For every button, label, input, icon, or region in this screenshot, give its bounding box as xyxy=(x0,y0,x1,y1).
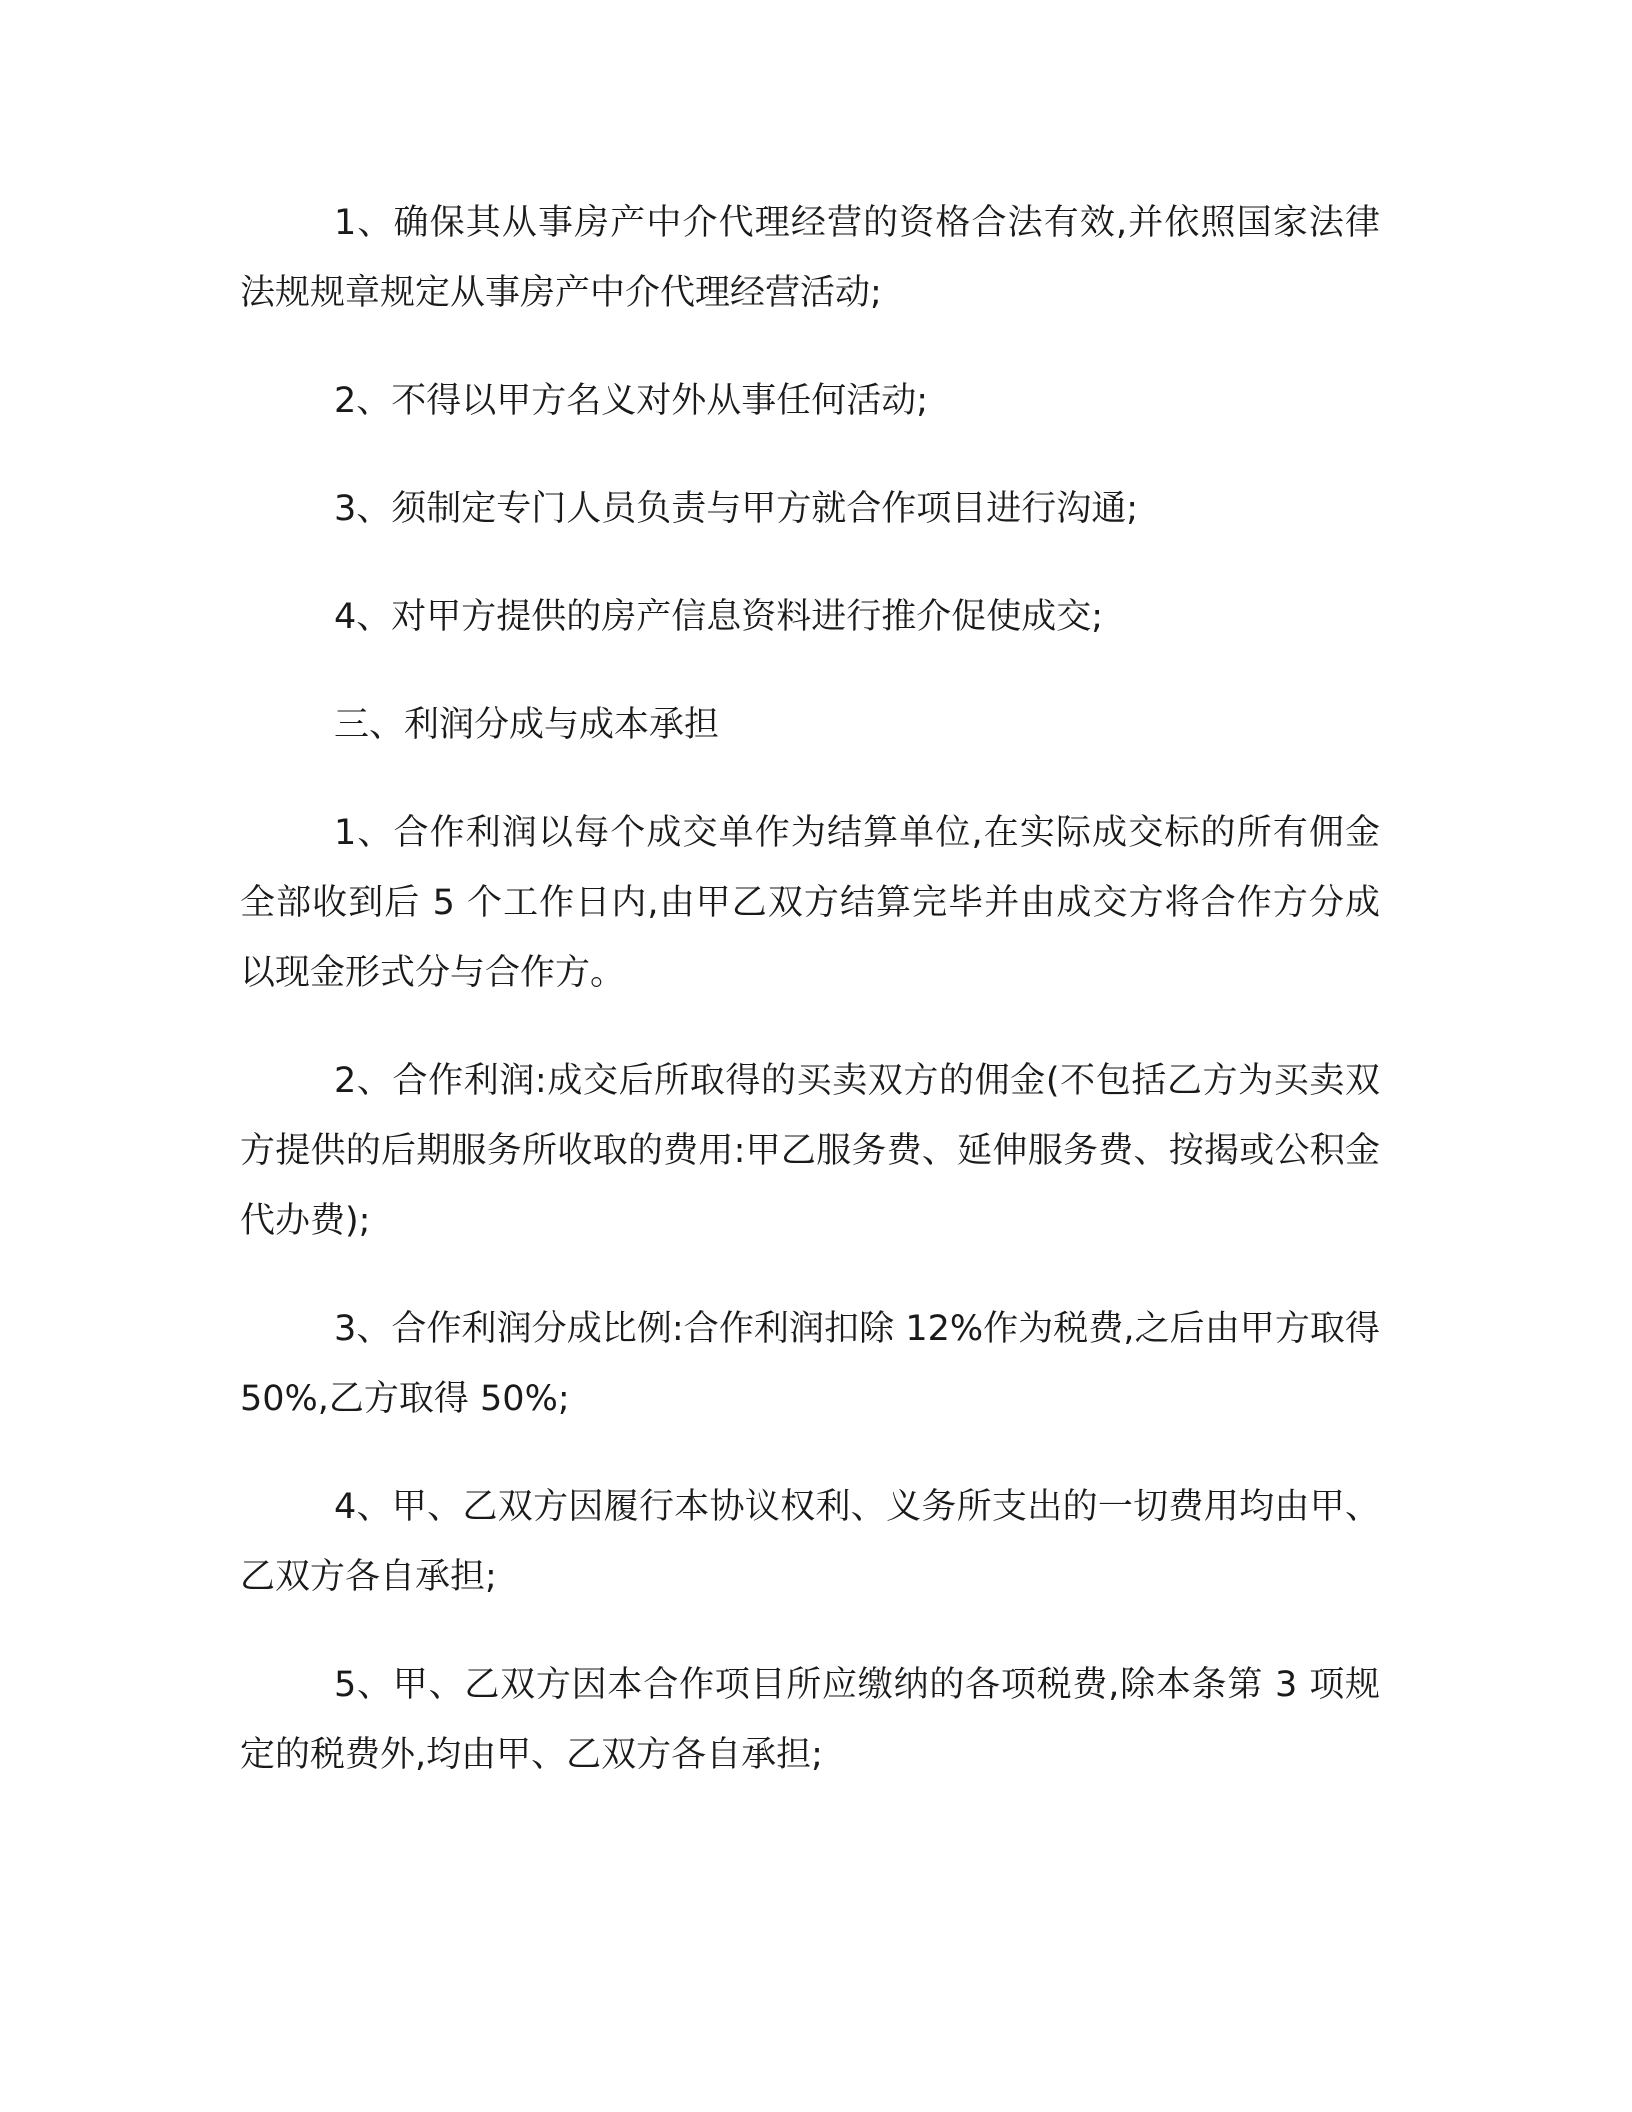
paragraph-obligation-3: 3、须制定专门人员负责与甲方就合作项目进行沟通; xyxy=(334,489,1139,529)
paragraph-profit-1: 1、合作利润以每个成交单作为结算单位,在实际成交标的所有佣金全部收到后 5 个工作日内,由甲乙双方结算完毕并由成交方将合作方分成以现金形式分与合作方。 xyxy=(240,813,1380,993)
paragraph-profit-3: 3、合作利润分成比例:合作利润扣除 12%作为税费,之后由甲方取得 50%,乙方取得 50%; xyxy=(240,1309,1380,1419)
document-body xyxy=(240,188,1380,1790)
paragraph-profit-2: 2、合作利润:成交后所取得的买卖双方的佣金(不包括乙方为买卖双方提供的后期服务所收取的费用:甲乙服务费、延伸服务费、按揭或公积金代办费); xyxy=(240,1061,1380,1241)
paragraph-profit-4: 4、甲、乙双方因履行本协议权利、义务所支出的一切费用均由甲、乙双方各自承担; xyxy=(240,1487,1380,1597)
paragraph-obligation-2: 2、不得以甲方名义对外从事任何活动; xyxy=(334,381,929,421)
paragraph-obligation-1: 1、确保其从事房产中介代理经营的资格合法有效,并依照国家法律法规规章规定从事房产中介代理经营活动; xyxy=(240,203,1380,313)
section-heading-profit-sharing: 三、利润分成与成本承担 xyxy=(334,705,720,745)
paragraph-profit-5: 5、甲、乙双方因本合作项目所应缴纳的各项税费,除本条第 3 项规定的税费外,均由甲、乙双方各自承担; xyxy=(240,1665,1380,1775)
paragraph-obligation-4: 4、对甲方提供的房产信息资料进行推介促使成交; xyxy=(334,597,1104,637)
